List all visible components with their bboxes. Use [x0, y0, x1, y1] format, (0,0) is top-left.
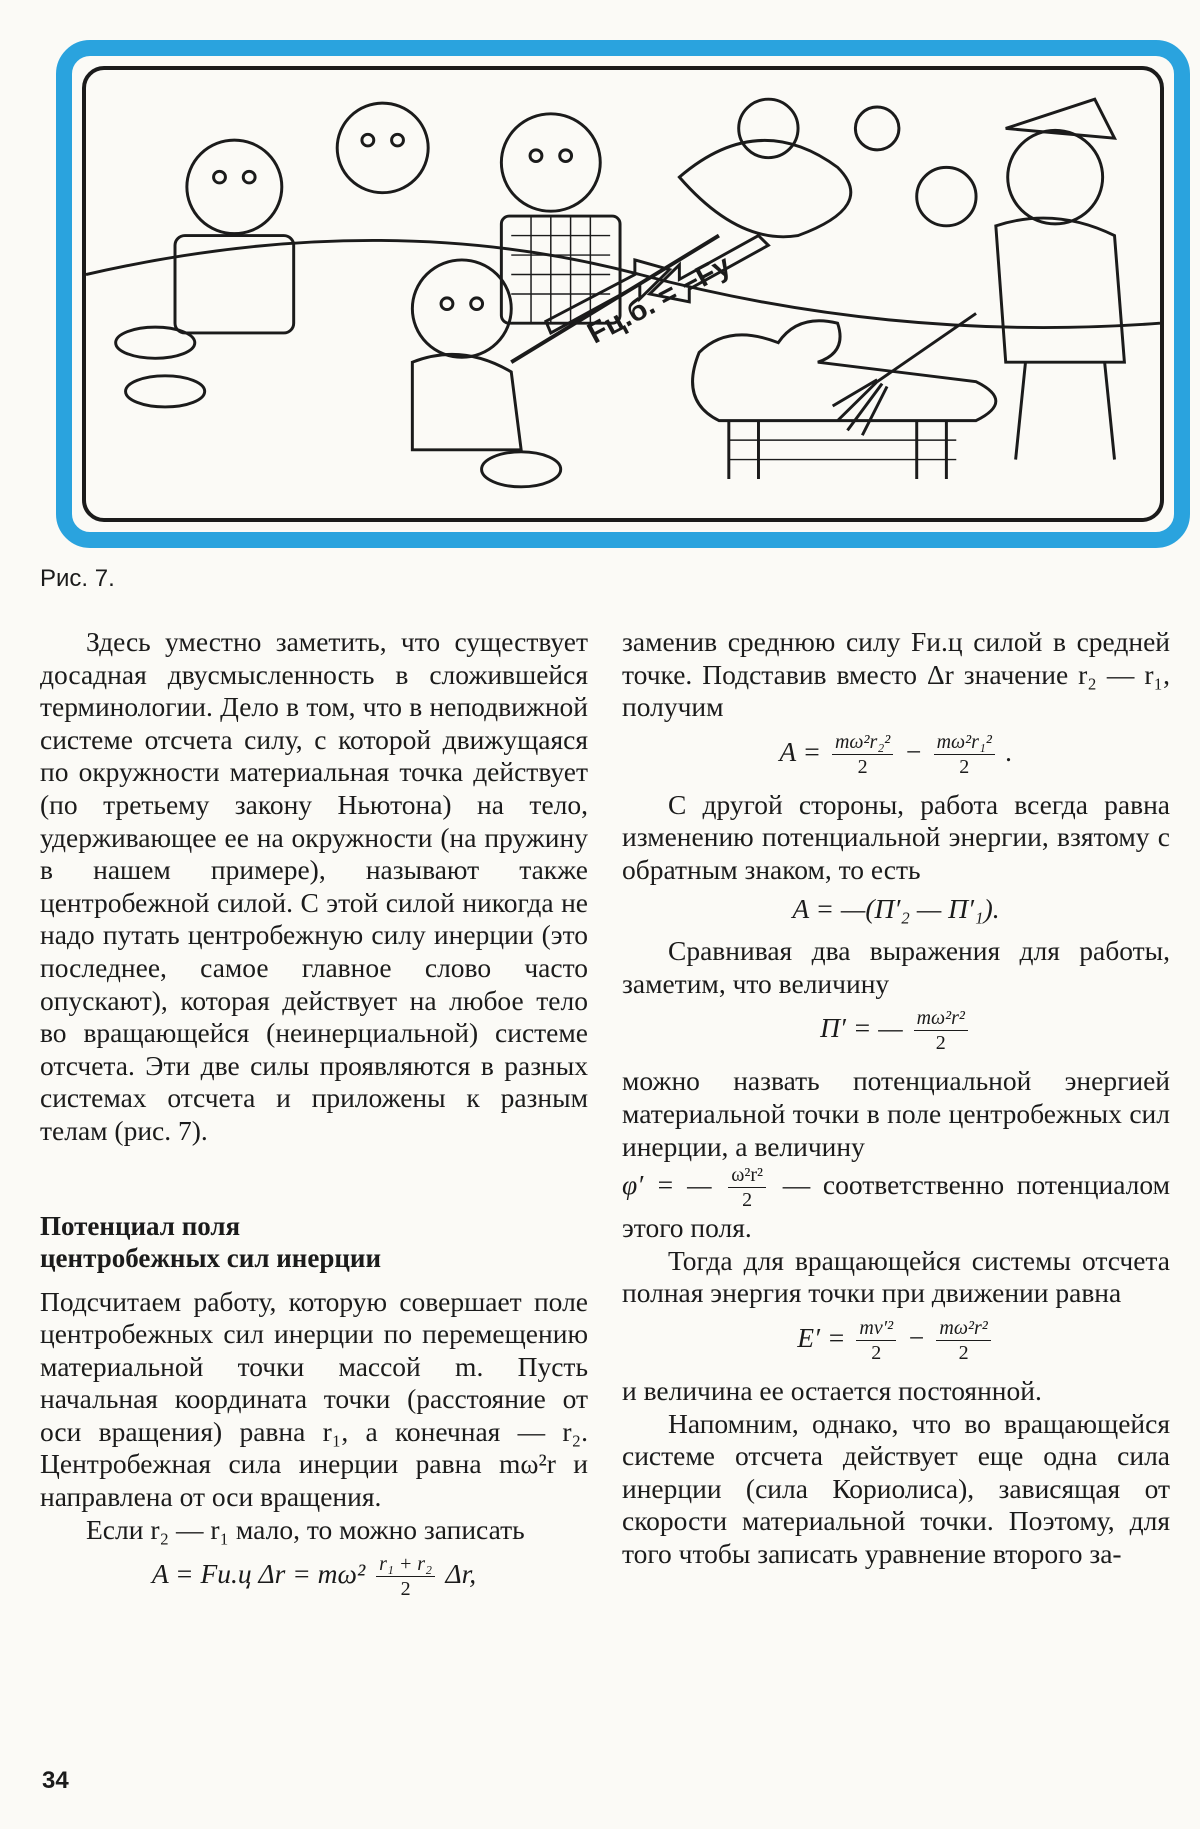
formula2-den-2: 2 — [959, 755, 970, 778]
formula5-fraction — [728, 1163, 766, 1212]
formula6-minus: − — [906, 1321, 926, 1353]
right-paragraph-4b — [622, 1163, 1170, 1245]
formula6-fraction-1 — [856, 1316, 896, 1365]
heading-line-1: Потенциал поля — [40, 1210, 241, 1241]
left-paragraph-2: Подсчитаем работу, которую совершает поле центробежных сил инерции по перемещению материальной точки массой m. Пусть начальная координата точки (расстояние от оси вращения) равна r₁, а конечная — r₂. Центробежная сила инерции равна mω²r и направлена от оси вращения. — [40, 1285, 588, 1513]
illustration-frame — [56, 40, 1190, 548]
right-paragraph-4b-text: — соответственно потенциалом этого поля. — [622, 1168, 1171, 1244]
formula4-fraction — [914, 1006, 968, 1055]
right-paragraph-6: и величина ее остается постоянной. — [622, 1374, 1042, 1406]
formula5-den: 2 — [742, 1189, 753, 1212]
page-number: 34 — [42, 1767, 69, 1794]
formula-potential-change: A = —(Π′₂ — Π′₁). — [792, 892, 1000, 924]
formula2-fraction-1 — [832, 730, 893, 779]
formula6-den-1: 2 — [871, 1341, 882, 1364]
formula5-lhs: φ′ = — — [622, 1168, 712, 1200]
formula-potential-energy — [622, 1006, 1170, 1055]
right-column — [622, 626, 1170, 1570]
right-paragraph-2: С другой стороны, работа всегда равна изменению потенциальной энергии, взятому с обратным знаком, то есть — [622, 788, 1170, 885]
illustration — [82, 66, 1164, 522]
child-head-1 — [187, 140, 282, 233]
right-paragraph-1: заменив среднюю силу Fи.ц силой в средней точке. Подставив вместо Δr значение r₂ — r₁, получим — [622, 626, 1170, 723]
flower-shape — [679, 140, 850, 236]
formula-total-energy — [622, 1316, 1170, 1365]
formula2-num-1: mω²r₂² — [832, 730, 893, 755]
right-paragraph-4a: можно назвать потенциальной энергией материальной точки в поле центробежных сил инерции, а величину — [622, 1065, 1170, 1162]
child-head-3 — [501, 114, 600, 211]
cartoon-drawing — [86, 70, 1160, 518]
formula6-den-2: 2 — [958, 1341, 969, 1364]
right-paragraph-5: Тогда для вращающейся системы отсчета полная энергия точки при движении равна — [622, 1244, 1170, 1309]
right-paragraph-7: Напомним, однако, что во вращающейся системе отсчета действует еще одна сила инерции (сила Кориолиса), зависящая от скорости материальной точки. Поэтому, для того чтобы записать уравнение второго за- — [622, 1407, 1170, 1569]
formula2-end: . — [1005, 735, 1013, 767]
left-paragraph-1: Здесь уместно заметить, что существует досадная двусмысленность в сложившейся терминологии. Дело в том, что в неподвижной системе отсчета силу, с которой движущаяся по окружности материальная точка действует (по третьему закону Ньютона) на тело, удерживающее ее на окружности (на пружину в нашем примере), называют также центробежной силой. С этой силой никогда не надо путать центробежную силу инерции (это последнее, самое главное слово часто опускают), которая действует на любое тело во вращающейся (неинерциальной) системе отсчета. Эти две силы проявляются в разных системах отсчета и приложены к разным телам (рис. 7). — [40, 626, 588, 1146]
left-paragraph-3: Если r₂ — r₁ мало, то можно записать — [86, 1513, 525, 1545]
formula4-lhs: Π′ = — — [820, 1012, 903, 1044]
man-cap — [1006, 99, 1115, 138]
formula6-fraction-2 — [936, 1316, 990, 1365]
formula5-num: ω²r² — [728, 1163, 766, 1188]
section-heading — [40, 1210, 588, 1274]
arrow-label: Fц.б. = −Fу — [582, 248, 737, 351]
formula1-left: A = Fи.ц Δr = mω² — [151, 1558, 366, 1590]
formula2-lhs: A = — [779, 735, 822, 767]
formula6-num-1: mv′² — [856, 1316, 896, 1341]
formula6-lhs: E′ = — [797, 1321, 846, 1353]
formula2-fraction-2 — [934, 730, 995, 779]
figure-caption: Рис. 7. — [40, 565, 115, 592]
formula4-den: 2 — [935, 1032, 946, 1055]
right-paragraph-3: Сравнивая два выражения для работы, заметим, что величину — [622, 935, 1170, 999]
formula-work-increment — [40, 1552, 588, 1601]
man-head — [1008, 130, 1103, 223]
formula4-num: mω²r² — [914, 1006, 968, 1031]
formula-work-total — [622, 730, 1170, 779]
heading-line-2: центробежных сил инерции — [40, 1242, 382, 1273]
left-column — [40, 626, 588, 1611]
formula6-num-2: mω²r² — [936, 1316, 990, 1341]
formula1-denominator: 2 — [400, 1578, 411, 1601]
formula1-numerator: r₁ + r₂ — [376, 1552, 435, 1577]
child-head-4 — [412, 260, 511, 357]
formula1-fraction — [376, 1552, 435, 1601]
formula2-num-2: mω²r₁² — [934, 730, 995, 755]
formula1-right: Δr, — [445, 1558, 477, 1590]
formula2-minus: − — [904, 735, 923, 767]
child-head-2 — [337, 103, 428, 193]
formula2-den-1: 2 — [857, 755, 868, 778]
dog-body — [693, 321, 996, 421]
